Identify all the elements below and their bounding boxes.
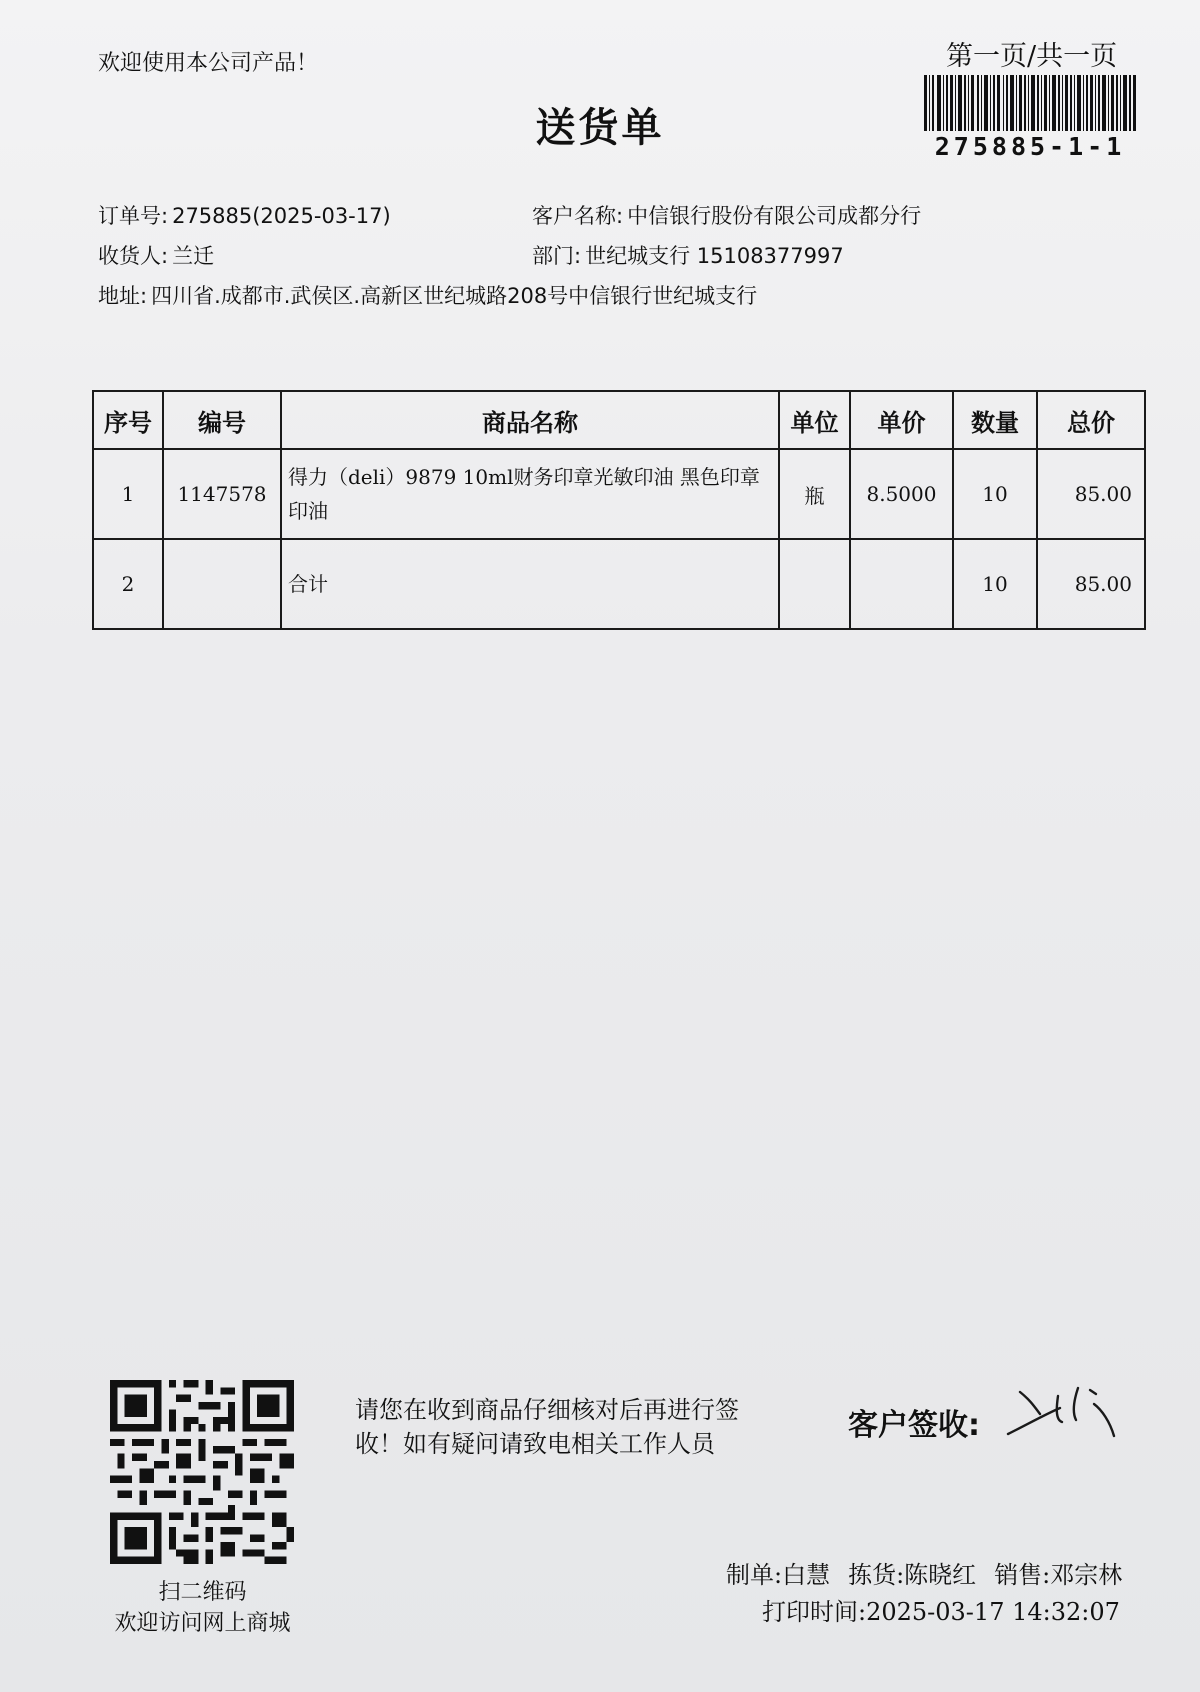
- picker: 拣货:陈晓红: [848, 1561, 977, 1589]
- header-total: 总价: [1037, 391, 1145, 449]
- qr-caption-scan: 扫二维码: [158, 1580, 247, 1605]
- table-header-row: [93, 391, 1145, 449]
- cell-product-name: 得力（deli）9879 10ml财务印章光敏印油 黑色印章印油: [281, 449, 779, 539]
- cell-total: 85.00: [1037, 539, 1145, 629]
- cell-unit-price: [850, 539, 953, 629]
- order-number-label: 订单号:: [98, 204, 169, 228]
- maker: 制单:白慧: [726, 1561, 831, 1589]
- document-title: 送货单: [535, 105, 665, 151]
- customer-sign-label: 客户签收:: [848, 1408, 980, 1443]
- receiver-label: 收货人:: [98, 244, 169, 268]
- header-seq: 序号: [93, 391, 163, 449]
- cell-unit-price: 8.5000: [850, 449, 953, 539]
- items-table: [92, 390, 1146, 630]
- barcode-number: 275885-1-1: [934, 132, 1126, 161]
- department-line: [532, 240, 844, 270]
- customer-name: 中信银行股份有限公司成都分行: [627, 204, 922, 228]
- table-row-summary: [93, 539, 1145, 629]
- header-unit: 单位: [779, 391, 850, 449]
- cell-total: 85.00: [1037, 449, 1145, 539]
- department-value: 世纪城支行 15108377997: [585, 244, 844, 268]
- customer-line: [532, 200, 921, 230]
- cell-unit: 瓶: [779, 449, 850, 539]
- header-code: 编号: [163, 391, 281, 449]
- customer-label: 客户名称:: [532, 204, 624, 228]
- cell-unit: [779, 539, 850, 629]
- table-row: [93, 449, 1145, 539]
- cell-quantity: 10: [953, 449, 1037, 539]
- receiver-name: 兰迁: [172, 244, 215, 268]
- cell-summary-label: 合计: [281, 539, 779, 629]
- staff-line: [726, 1555, 1122, 1590]
- sign-notice: 请您在收到商品仔细核对后再进行签收！如有疑问请致电相关工作人员: [355, 1396, 739, 1458]
- cell-seq: 2: [93, 539, 163, 629]
- address-label: 地址:: [98, 284, 148, 308]
- header-product-name: 商品名称: [281, 391, 779, 449]
- qr-code: [110, 1380, 294, 1564]
- department-label: 部门:: [532, 244, 582, 268]
- header-unit-price: 单价: [850, 391, 953, 449]
- receiver-line: [98, 240, 214, 270]
- barcode: [924, 75, 1136, 131]
- address-line: [98, 280, 757, 310]
- cell-quantity: 10: [953, 539, 1037, 629]
- print-time: 打印时间:2025-03-17 14:32:07: [762, 1598, 1120, 1626]
- order-number: 275885(2025-03-17): [172, 204, 391, 228]
- qr-caption-visit: 欢迎访问网上商城: [114, 1611, 291, 1636]
- order-number-line: [98, 200, 391, 230]
- cell-code: 1147578: [163, 449, 281, 539]
- header-quantity: 数量: [953, 391, 1037, 449]
- address-value: 四川省.成都市.武侯区.高新区世纪城路208号中信银行世纪城支行: [151, 284, 758, 308]
- handwritten-signature: [1000, 1370, 1130, 1450]
- page-indicator: 第一页/共一页: [946, 41, 1118, 72]
- cell-seq: 1: [93, 449, 163, 539]
- cell-code: [163, 539, 281, 629]
- welcome-text: 欢迎使用本公司产品！: [98, 51, 319, 76]
- salesperson: 销售:邓宗林: [994, 1561, 1123, 1589]
